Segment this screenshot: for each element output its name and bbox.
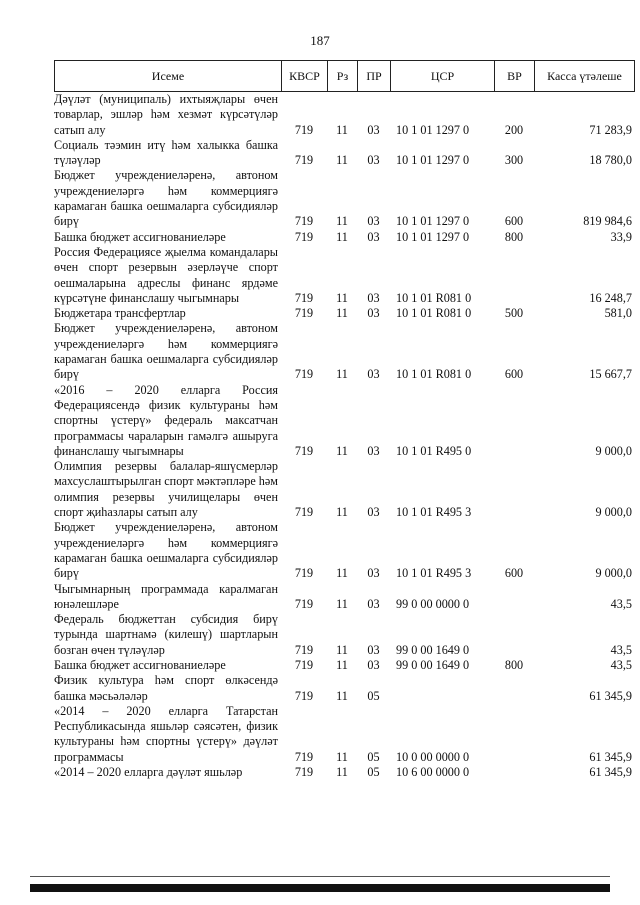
table-row	[54, 92, 634, 138]
table-row	[54, 582, 634, 613]
row-sum: 9 000,0	[595, 566, 632, 581]
header-name: Исеме	[55, 61, 282, 92]
row-vr: 600	[504, 214, 524, 229]
row-sum: 43,5	[610, 642, 632, 657]
row-csr: 10 1 01 R081 0	[396, 367, 472, 382]
row-pr: 03	[367, 122, 380, 137]
row-sum: 16 248,7	[589, 290, 632, 305]
table-row	[54, 612, 634, 658]
row-csr: 10 1 01 R495 3	[396, 505, 472, 520]
table-body	[54, 92, 634, 780]
row-vr: 800	[504, 229, 524, 244]
row-kvsr: 719	[294, 505, 314, 520]
row-pr: 05	[367, 765, 380, 780]
row-sum: 9 000,0	[595, 505, 632, 520]
row-sum: 15 667,7	[589, 367, 632, 382]
row-pr: 05	[367, 688, 380, 703]
row-kvsr: 719	[294, 306, 314, 321]
row-rz: 11	[336, 596, 348, 611]
row-vr: 300	[504, 153, 524, 168]
row-pr: 03	[367, 657, 380, 672]
row-name: Башка бюджет ассигнованиеләре	[54, 657, 226, 672]
row-rz: 11	[336, 306, 348, 321]
row-sum: 61 345,9	[589, 765, 632, 780]
table-row	[54, 321, 634, 382]
row-sum: 581,0	[604, 306, 632, 321]
row-pr: 03	[367, 596, 380, 611]
row-rz: 11	[336, 214, 348, 229]
row-csr: 10 1 01 1297 0	[396, 229, 470, 244]
row-pr: 03	[367, 642, 380, 657]
row-csr: 10 0 00 0000 0	[396, 749, 470, 764]
table-row	[54, 658, 634, 673]
row-csr: 10 1 01 1297 0	[396, 214, 470, 229]
row-csr: 10 1 01 R495 3	[396, 566, 472, 581]
row-name: Федераль бюджеттан субсидия бирү турында шартнамә (килешү) шартларын бозган өчен түләүләр	[54, 612, 278, 657]
row-pr: 03	[367, 153, 380, 168]
row-vr: 600	[504, 367, 524, 382]
row-rz: 11	[336, 566, 348, 581]
row-rz: 11	[336, 749, 348, 764]
row-name: Дәүләт (муниципаль) ихтыяҗлары өчен товарлар, эшләр һәм хезмәт күрсәтүләр сатып алу	[54, 92, 278, 137]
row-kvsr: 719	[294, 290, 314, 305]
row-name: Социаль тәэмин итү һәм халыкка башка түләүләр	[54, 137, 278, 168]
row-kvsr: 719	[294, 367, 314, 382]
row-csr: 10 1 01 R081 0	[396, 306, 472, 321]
row-name: «2014 – 2020 елларга Татарстан Республикасында яшьләр сәясәтен, физик культураны һәм спортны үстерү» дәүләт программасы	[54, 703, 278, 764]
header-pr: ПР	[358, 61, 391, 92]
table-row	[54, 306, 634, 321]
row-kvsr: 719	[294, 657, 314, 672]
row-vr: 200	[504, 122, 524, 137]
header-vr: ВР	[495, 61, 535, 92]
row-pr: 03	[367, 306, 380, 321]
row-rz: 11	[336, 765, 348, 780]
row-csr: 99 0 00 1649 0	[396, 657, 470, 672]
table-row	[54, 230, 634, 245]
row-pr: 03	[367, 367, 380, 382]
row-pr: 03	[367, 229, 380, 244]
table-row	[54, 765, 634, 780]
row-kvsr: 719	[294, 749, 314, 764]
row-name: Башка бюджет ассигнованиеләре	[54, 229, 226, 244]
row-sum: 61 345,9	[589, 688, 632, 703]
row-sum: 43,5	[610, 596, 632, 611]
row-kvsr: 719	[294, 566, 314, 581]
row-kvsr: 719	[294, 122, 314, 137]
row-vr: 600	[504, 566, 524, 581]
row-csr: 99 0 00 1649 0	[396, 642, 470, 657]
row-kvsr: 719	[294, 765, 314, 780]
header-kvsr: КВСР	[282, 61, 328, 92]
row-rz: 11	[336, 642, 348, 657]
row-rz: 11	[336, 505, 348, 520]
row-pr: 03	[367, 566, 380, 581]
row-name: Бюджет учреждениеләренә, автоном учреждениеләргә һәм коммерциягә карамаган башка оешмаларга субсидияләр бирү	[54, 520, 278, 581]
row-name: Бюджет учреждениеләренә, автоном учреждениеләргә һәм коммерциягә карамаган башка оешмаларга субсидияләр бирү	[54, 321, 278, 382]
row-sum: 819 984,6	[583, 214, 632, 229]
row-csr: 10 1 01 1297 0	[396, 122, 470, 137]
row-rz: 11	[336, 443, 348, 458]
table-row	[54, 383, 634, 459]
row-sum: 71 283,9	[589, 122, 632, 137]
table-row	[54, 704, 634, 765]
row-name: «2014 – 2020 елларга дәүләт яшьләр	[54, 765, 243, 780]
table-row	[54, 673, 634, 704]
row-name: Бюджетара трансфертлар	[54, 306, 186, 321]
row-rz: 11	[336, 153, 348, 168]
row-vr: 500	[504, 306, 524, 321]
row-pr: 03	[367, 214, 380, 229]
row-sum: 9 000,0	[595, 443, 632, 458]
row-pr: 03	[367, 505, 380, 520]
table-row	[54, 245, 634, 306]
row-rz: 11	[336, 688, 348, 703]
page-number: 187	[310, 33, 330, 48]
row-kvsr: 719	[294, 642, 314, 657]
row-kvsr: 719	[294, 596, 314, 611]
table-row	[54, 138, 634, 169]
row-rz: 11	[336, 290, 348, 305]
row-rz: 11	[336, 122, 348, 137]
page-bottom-line	[30, 876, 610, 877]
row-csr: 10 1 01 R495 0	[396, 443, 472, 458]
row-vr: 800	[504, 657, 524, 672]
row-name: Россия Федерациясе җыелма командалары өчен спорт резервын әзерләүче спорт оешмаларына адреслы финанс ярдәме күрсәтүне финанслашу чыгымнары	[54, 244, 278, 305]
row-rz: 11	[336, 657, 348, 672]
row-name: Чыгымнарның программада каралмаган юнәлешләре	[54, 581, 278, 611]
row-pr: 03	[367, 290, 380, 305]
row-sum: 43,5	[610, 657, 632, 672]
header-csr: ЦСР	[391, 61, 495, 92]
row-sum: 33,9	[610, 229, 632, 244]
table-row	[54, 168, 634, 229]
row-kvsr: 719	[294, 214, 314, 229]
row-csr: 99 0 00 0000 0	[396, 596, 470, 611]
row-pr: 05	[367, 749, 380, 764]
row-sum: 61 345,9	[589, 749, 632, 764]
table-row	[54, 520, 634, 581]
row-rz: 11	[336, 367, 348, 382]
row-sum: 18 780,0	[589, 153, 632, 168]
row-kvsr: 719	[294, 688, 314, 703]
row-csr: 10 1 01 1297 0	[396, 153, 470, 168]
row-kvsr: 719	[294, 443, 314, 458]
row-kvsr: 719	[294, 229, 314, 244]
row-name: Физик культура һәм спорт өлкәсендә башка мәсьәләләр	[54, 673, 278, 703]
page-bottom-bar	[30, 884, 610, 892]
row-name: «2016 – 2020 елларга Россия Федерациясендә физик культураны һәм спортны үстерү» федераль максатчан программасы чараларын гамәлгә ашыруга финанслашу чыгымнары	[54, 382, 278, 458]
row-pr: 03	[367, 443, 380, 458]
row-rz: 11	[336, 229, 348, 244]
table-row	[54, 459, 634, 520]
header-rz: Рз	[328, 61, 358, 92]
row-csr: 10 6 00 0000 0	[396, 765, 470, 780]
header-sum: Касса үтәлеше	[535, 61, 635, 92]
row-csr: 10 1 01 R081 0	[396, 290, 472, 305]
table-header	[54, 60, 635, 92]
row-kvsr: 719	[294, 153, 314, 168]
row-name: Бюджет учреждениеләренә, автоном учреждениеләргә һәм коммерциягә карамаган башка оешмаларга субсидияләр бирү	[54, 168, 278, 229]
row-name: Олимпия резервы балалар-яшүсмерләр махсуслаштырылган спорт мәктәпләре һәм олимпия резервы училищелары өчен спорт җиһазлары сатып алу	[54, 459, 278, 520]
